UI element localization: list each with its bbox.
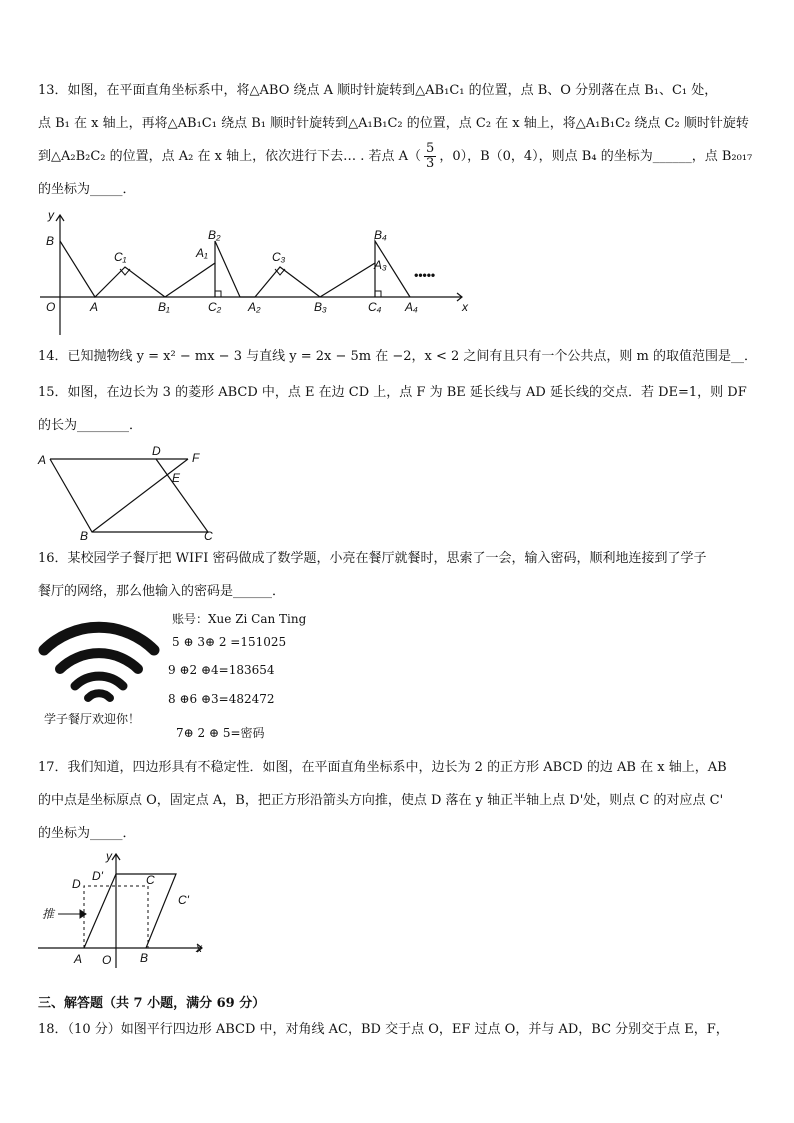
- label-d: D: [72, 877, 81, 891]
- label-b2: B₂: [208, 228, 221, 242]
- q15-rhombus-diagram: [36, 444, 226, 544]
- continuation-dots: •••••: [414, 268, 436, 282]
- label-b3: B₃: [314, 300, 327, 314]
- label-b: B: [80, 529, 89, 543]
- label-c3: C₃: [272, 250, 286, 264]
- q15-line2: 的长为________．: [38, 418, 143, 433]
- label-b1: B₁: [158, 300, 170, 314]
- q18-line1: 18．（10 分）如图平行四边形 ABCD 中，对角线 AC，BD 交于点 O，EF 过点 O，并与 AD，BC 分别交于点 E，F，: [38, 1022, 729, 1037]
- q13-line2: 点 B₁ 在 x 轴上，再将△AB₁C₁ 绕点 B₁ 顺时针旋转到△A₁B₁C₂ 的位置，点 C₂ 在 x 轴上，将△A₁B₁C₂ 绕点 C₂ 顺时针旋转: [38, 116, 749, 131]
- label-a: A: [74, 952, 83, 966]
- triangle-path-3: [255, 267, 320, 297]
- label-e: E: [172, 471, 181, 485]
- q16-line1: 16．某校园学子餐厅把 WIFI 密码做成了数学题，小亮在餐厅就餐时，思索了一会，输入密码，顺利地连接到了学子: [38, 551, 707, 566]
- label-a2: A₂: [248, 300, 261, 314]
- line-bf: [92, 459, 188, 532]
- label-o: O: [102, 953, 112, 967]
- q13-rotation-diagram: [40, 205, 470, 340]
- label-a4: A₄: [405, 300, 418, 314]
- q17-line2: 的中点是坐标原点 O，固定点 A，B，把正方形沿箭头方向推，使点 D 落在 y 轴正半轴上点 D'处，则点 C 的对应点 C': [38, 793, 724, 808]
- section-header: 三、解答题（共 7 小题，满分 69 分）: [38, 996, 266, 1011]
- triangle-path-4: [320, 241, 410, 297]
- fraction-5-3: [424, 142, 436, 171]
- label-push: 推: [42, 907, 55, 921]
- right-angle-mark-c2: [215, 291, 221, 297]
- wifi-welcome: 学子餐厅欢迎你！: [44, 712, 141, 726]
- label-y: y: [106, 849, 112, 863]
- question-15: [38, 376, 758, 442]
- q15-line1: 15．如图，在边长为 3 的菱形 ABCD 中，点 E 在边 CD 上，点 F 为 BE 延长线与 AD 延长线的交点．若 DE=1，则 DF: [38, 385, 747, 400]
- wifi-icon: [38, 612, 162, 707]
- label-x: x: [196, 941, 202, 955]
- label-x: x: [462, 300, 468, 314]
- triangle-path-1: [60, 241, 165, 297]
- question-16: [38, 542, 758, 608]
- q13-line3: [38, 140, 758, 173]
- q13-line1: 13．如图，在平面直角坐标系中，将△ABO 绕点 A 顺时针旋转到△AB₁C₁ 的位置，点 B、O 分别落在点 B₁、C₁ 处，: [38, 83, 718, 98]
- label-o: O: [46, 300, 56, 314]
- q17-line3: 的坐标为_____．: [38, 826, 136, 841]
- equation-4: 7⊕ 2 ⊕ 5=密码: [176, 726, 265, 740]
- label-a: A: [38, 453, 47, 467]
- frac-denominator: 3: [426, 156, 435, 171]
- label-b: B: [140, 951, 149, 965]
- equation-1: 5 ⊕ 3⊕ 2 =151025: [172, 635, 287, 649]
- q16-line2: 餐厅的网络，那么他输入的密码是______．: [38, 584, 286, 599]
- question-14: [38, 340, 758, 373]
- label-d-prime: D': [92, 869, 103, 883]
- rhombus-abcd: [50, 459, 208, 532]
- parallelogram-abc-d: [84, 874, 176, 948]
- label-c1: C₁: [114, 250, 127, 264]
- label-y: y: [48, 208, 54, 222]
- label-b4: B₄: [374, 228, 387, 242]
- q17-line1: 17．我们知道，四边形具有不稳定性．如图，在平面直角坐标系中，边长为 2 的正方形 ABCD 的边 AB 在 x 轴上，AB: [38, 760, 727, 775]
- q13-line3a: 到△A₂B₂C₂ 的位置，点 A₂ 在 x 轴上，依次进行下去… . 若点 A（: [38, 149, 422, 164]
- label-a3: A₃: [374, 258, 387, 272]
- equation-2: 9 ⊕2 ⊕4=183654: [168, 663, 275, 677]
- push-arrow-head: [80, 910, 86, 918]
- q13-line3b: ，0），B（0，4），则点 B₄ 的坐标为______，点 B₂₀₁₇: [439, 149, 753, 164]
- q14-text: 14．已知抛物线 y = x² − mx − 3 与直线 y = 2x − 5m 在 −2，x < 2 之间有且只有一个公共点，则 m 的取值范围是__．: [38, 349, 757, 364]
- equation-3: 8 ⊕6 ⊕3=482472: [168, 692, 275, 706]
- right-angle-mark-c4: [375, 291, 381, 297]
- q13-line4: 的坐标为_____．: [38, 182, 136, 197]
- label-c-prime: C': [178, 893, 189, 907]
- label-a1: A₁: [196, 246, 208, 260]
- wifi-account: 账号：Xue Zi Can Ting: [172, 612, 307, 626]
- label-d: D: [152, 444, 161, 458]
- question-17: [38, 751, 758, 850]
- label-c4: C₄: [368, 300, 382, 314]
- question-13: [38, 74, 758, 206]
- label-c2: C₂: [208, 300, 222, 314]
- q17-square-diagram: [36, 846, 216, 971]
- label-f: F: [192, 451, 200, 465]
- frac-numerator: 5: [426, 141, 435, 156]
- label-c: C: [146, 873, 155, 887]
- label-c: C: [204, 529, 213, 543]
- label-a: A: [90, 300, 99, 314]
- label-b: B: [46, 234, 55, 248]
- question-18: [38, 1013, 758, 1046]
